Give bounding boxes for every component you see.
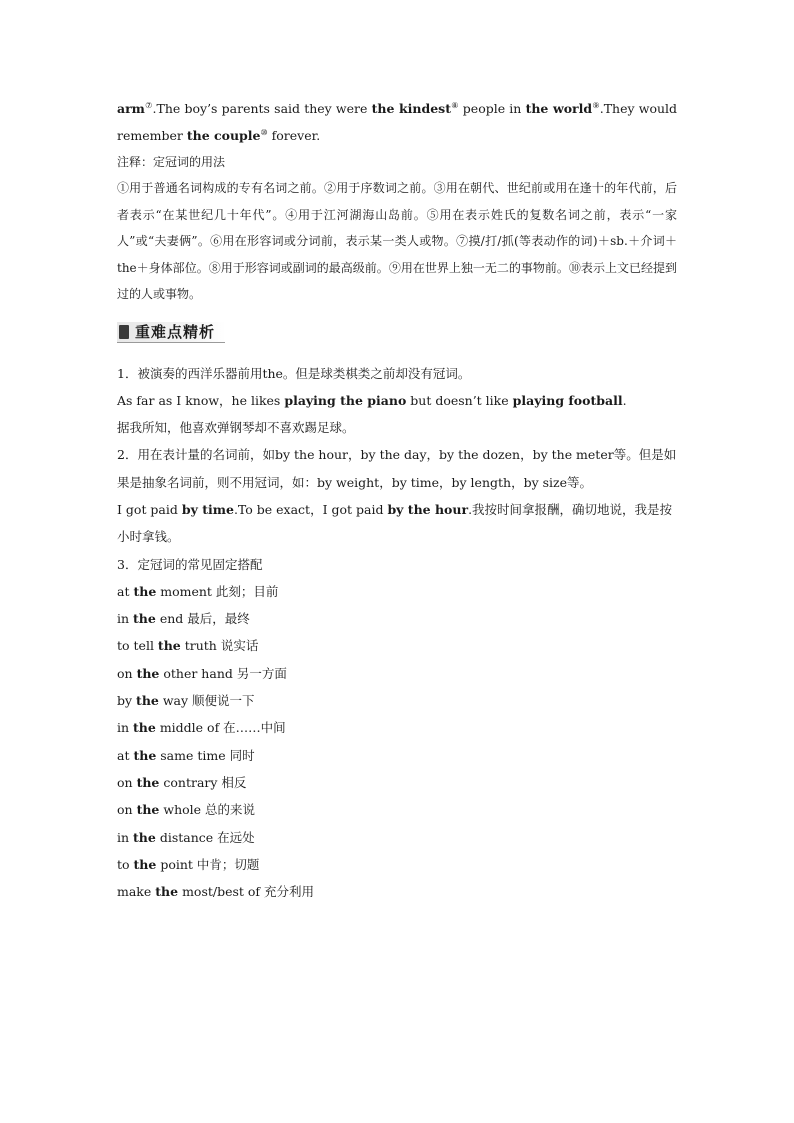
- bold-phrase: by time: [181, 501, 234, 517]
- text: to: [117, 856, 134, 872]
- bold-the: the: [133, 856, 157, 872]
- bold-phrase: the couple: [186, 128, 261, 143]
- footnote-mark: ⑨: [592, 100, 600, 110]
- key-points: [117, 360, 677, 906]
- footnote-mark: ⑧: [451, 100, 459, 110]
- phrase-item: [117, 851, 677, 878]
- bold-phrase: the world: [525, 101, 593, 116]
- text: in: [117, 829, 134, 845]
- text: make: [117, 884, 156, 900]
- phrase-list: [117, 578, 677, 906]
- point-2: 2．用在表计量的名词前，如by the hour，by the day，by the dozen，by the meter等。但是如果是抽象名词前，则不用冠词，如：by weight，by time，by length，by size等。: [117, 447, 677, 490]
- text: I got paid: [117, 501, 182, 517]
- point-2-example: [117, 496, 677, 551]
- bold-the: the: [133, 829, 156, 845]
- text: middle of 在……中间: [155, 720, 286, 736]
- point-3: 3．定冠词的常见固定搭配: [117, 556, 263, 572]
- text: point 中肯；切题: [156, 856, 260, 872]
- text: distance 在远处: [155, 829, 255, 845]
- phrase-item: [117, 714, 677, 741]
- phrase-item: [117, 687, 677, 714]
- phrase-item: [117, 605, 677, 632]
- bold-the: the: [133, 611, 156, 627]
- notes-title: 注释：定冠词的用法: [117, 155, 226, 169]
- intro-line-1: [117, 95, 677, 122]
- bold-the: the: [133, 720, 156, 736]
- phrase-item: [117, 769, 677, 796]
- bold-the: the: [133, 583, 157, 599]
- bold-the: the: [155, 884, 179, 900]
- bookmark-icon: [119, 325, 129, 339]
- bold-the: the: [133, 747, 157, 763]
- text: whole 总的来说: [159, 802, 256, 818]
- bold-word-arm: arm: [117, 101, 145, 116]
- bold-the: the: [136, 774, 160, 790]
- bold-phrase: playing the piano: [284, 392, 407, 408]
- footnote-mark: ⑦: [144, 100, 153, 110]
- footnote-mark: ⑩: [260, 127, 268, 137]
- text: same time 同时: [156, 747, 255, 763]
- text: other hand 另一方面: [159, 665, 287, 681]
- text: on: [117, 665, 137, 681]
- point-1: 1．被演奏的西洋乐器前用the。但是球类棋类之前却没有冠词。: [117, 365, 471, 381]
- bold-phrase: the kindest: [371, 101, 451, 116]
- text: As far as I know，he likes: [117, 392, 285, 408]
- text: but doesn’t like: [406, 392, 513, 408]
- text: contrary 相反: [159, 774, 247, 790]
- phrase-item: [117, 632, 677, 659]
- text: most/best of 充分利用: [178, 884, 315, 900]
- bold-the: the: [136, 665, 160, 681]
- bold-the: the: [157, 638, 181, 654]
- section-title: 重难点精析: [135, 322, 216, 341]
- phrase-item: [117, 824, 677, 851]
- text: forever.: [267, 128, 321, 143]
- text: .我按时间拿报酬，确切地说，我是按小时拿钱。: [117, 501, 673, 545]
- phrase-item: [117, 660, 677, 687]
- text: people in: [458, 101, 526, 116]
- bold-the: the: [136, 693, 159, 709]
- bold-phrase: by the hour: [387, 501, 469, 517]
- text: to tell: [117, 638, 158, 654]
- text: at: [117, 747, 134, 763]
- text: .The boy’s parents said they were: [152, 101, 372, 116]
- text: .: [622, 392, 627, 408]
- point-1-example: [117, 387, 677, 414]
- bold-the: the: [136, 802, 160, 818]
- notes-body: ①用于普通名词构成的专有名词之前。②用于序数词之前。③用在朝代、世纪前或用在逢十的年代前，后者表示“在某世纪几十年代”。④用于江河湖海山岛前。⑤用在表示姓氏的复数名词之前，表示“一家人”或“夫妻俩”。⑥用在形容词或分词前，表示某一类人或物。⑦摸/打/抓(等表动作的词)＋sb.＋介词＋the＋身体部位。⑧用于形容词或副词的最高级前。⑨用在世界上独一无二的事物前。⑩表示上文已经提到过的人或事物。: [117, 181, 677, 301]
- text: remember: [117, 128, 187, 143]
- phrase-item: [117, 796, 677, 823]
- text: .To be exact，I got paid: [233, 501, 388, 517]
- text: by: [117, 693, 137, 709]
- point-1-translation: 据我所知，他喜欢弹钢琴却不喜欢踢足球。: [117, 420, 355, 436]
- page-content: [117, 95, 677, 905]
- text: .They would: [599, 101, 678, 116]
- text: truth 说实话: [180, 638, 259, 654]
- text: at: [117, 583, 134, 599]
- text: end 最后，最终: [155, 611, 250, 627]
- phrase-item: [117, 578, 677, 605]
- text: in: [117, 611, 134, 627]
- text: on: [117, 774, 137, 790]
- phrase-item: [117, 878, 677, 905]
- bold-phrase: playing football: [512, 392, 623, 408]
- section-header: [117, 320, 677, 346]
- text: way 顺便说一下: [158, 693, 255, 709]
- text: on: [117, 802, 137, 818]
- phrase-item: [117, 742, 677, 769]
- text: in: [117, 720, 134, 736]
- text: moment 此刻；目前: [156, 583, 279, 599]
- intro-line-2: [117, 122, 677, 149]
